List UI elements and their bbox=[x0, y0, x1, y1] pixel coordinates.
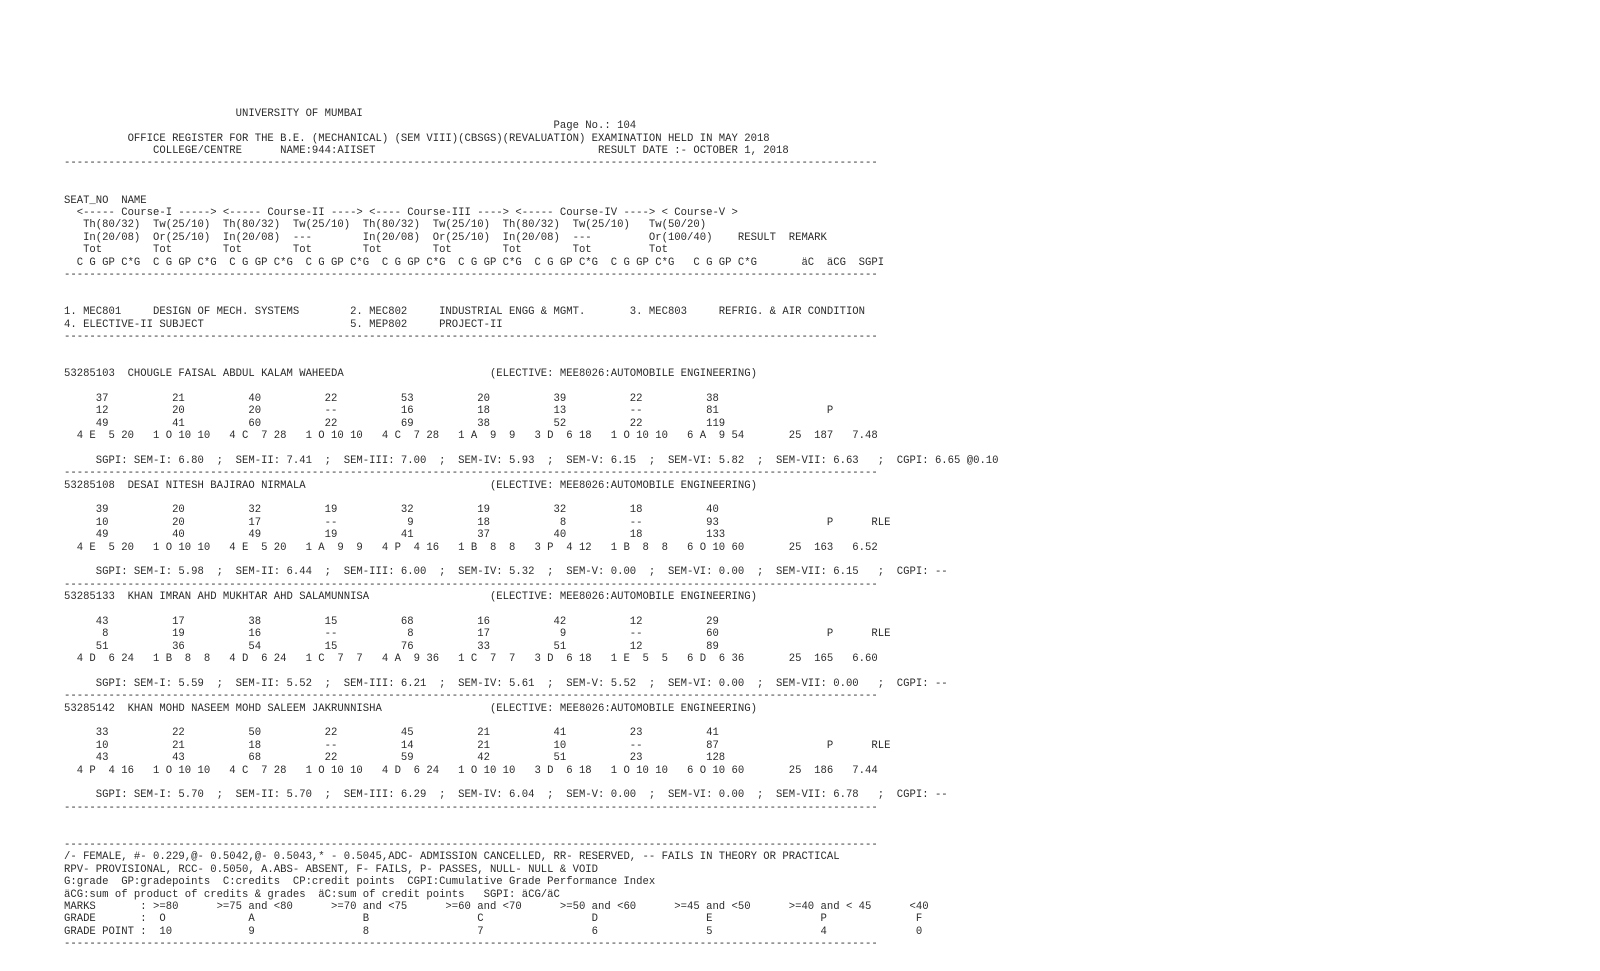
legend-line: RPV- PROVISIONAL, RCC- 0.5050, A.ABS- ABSENT, F- FAILS, P- PASSES, NULL- NULL & VOID bbox=[64, 863, 599, 876]
register-header bbox=[64, 108, 1064, 170]
student-record-line: -------------------------------------------------------------------------------------------------------------------------------- bbox=[64, 690, 878, 703]
student-record-line: 53285133 KHAN IMRAN AHD MUKHTAR AHD SALAMUNNISA (ELECTIVE: MEE8026:AUTOMOBILE ENGINEERING) bbox=[64, 591, 757, 604]
student-record bbox=[64, 480, 1064, 592]
student-record-line: 53285108 DESAI NITESH BAJIRAO NIRMALA (ELECTIVE: MEE8026:AUTOMOBILE ENGINEERING) bbox=[64, 479, 757, 492]
student-record-line: 8 19 16 -- 8 17 9 -- 60 P RLE bbox=[64, 628, 891, 641]
legend-line: G:grade GP:gradepoints C:credits CP:credit points CGPI:Cumulative Grade Performance Index bbox=[64, 876, 656, 889]
student-record bbox=[64, 591, 1064, 703]
column-header-line: Th(80/32) Tw(25/10) Th(80/32) Tw(25/10) Th(80/32) Tw(25/10) Th(80/32) Tw(25/10) Tw(50/20) bbox=[64, 219, 707, 232]
student-record-line bbox=[64, 381, 1064, 393]
header-line: Page No.: 104 bbox=[64, 120, 637, 133]
student-record bbox=[64, 703, 1064, 815]
student-record-line: 53285142 KHAN MOHD NASEEM MOHD SALEEM JAKRUNNISHA (ELECTIVE: MEE8026:AUTOMOBILE ENGINEERING) bbox=[64, 702, 757, 715]
column-header-line: -------------------------------------------------------------------------------------------------------------------------------- bbox=[64, 268, 878, 281]
student-record-line: 43 17 38 15 68 16 42 12 29 bbox=[64, 615, 719, 628]
student-record-line bbox=[64, 442, 1064, 454]
student-record-line: 33 22 50 22 45 21 41 23 41 bbox=[64, 727, 719, 740]
student-record-line bbox=[64, 665, 1064, 677]
legend-line: MARKS : >=80 >=75 and <80 >=70 and <75 >=60 and <70 >=50 and <60 >=45 and <50 >=40 and < 45 <40 bbox=[64, 900, 929, 913]
student-records bbox=[64, 368, 1064, 814]
student-record bbox=[64, 368, 1064, 480]
course-line: -------------------------------------------------------------------------------------------------------------------------------- bbox=[64, 330, 878, 343]
column-header-line: C G GP C*G C G GP C*G C G GP C*G C G GP C*G C G GP C*G C G GP C*G C G GP C*G C G GP C*G C G GP C*G äC äCG SGPI bbox=[64, 256, 885, 269]
student-record-line bbox=[64, 604, 1064, 616]
student-record-line: 4 D 6 24 1 B 8 8 4 D 6 24 1 C 7 7 4 A 9 36 1 C 7 7 3 D 6 18 1 E 5 5 6 D 6 36 25 165 6.60 bbox=[64, 653, 878, 666]
legend-line: äCG:sum of product of credits & grades äC:sum of credit points SGPI: äCG/äC bbox=[64, 888, 560, 901]
legend-line: /- FEMALE, #- 0.229,@- 0.5042,@- 0.5043,* - 0.5045,ADC- ADMISSION CANCELLED, RR- RESERVED, -- FAILS IN THEORY OR PRACTICAL bbox=[64, 851, 840, 864]
student-record-line: 10 20 17 -- 9 18 8 -- 93 P RLE bbox=[64, 516, 891, 529]
student-record-line: 51 36 54 15 76 33 51 12 89 bbox=[64, 640, 719, 653]
course-line: 4. ELECTIVE-II SUBJECT 5. MEP802 PROJECT-II bbox=[64, 318, 503, 331]
legend-line: GRADE : O A B C D E P F bbox=[64, 913, 923, 926]
column-header-line: SEAT_NO NAME bbox=[64, 194, 147, 207]
column-header-line: In(20/08) Or(25/10) In(20/08) --- In(20/08) Or(25/10) In(20/08) --- Or(100/40) RESULT REMARK bbox=[64, 231, 827, 244]
header-line: UNIVERSITY OF MUMBAI bbox=[64, 107, 363, 120]
student-record-line: SGPI: SEM-I: 6.80 ; SEM-II: 7.41 ; SEM-III: 7.00 ; SEM-IV: 5.93 ; SEM-V: 6.15 ; SEM-VI: 5.82 ; SEM-VII: 6.63 ; CGPI: 6.65 @0.10 bbox=[64, 454, 999, 467]
header-line: COLLEGE/CENTRE NAME:944:AIISET RESULT DATE :- OCTOBER 1, 2018 bbox=[64, 144, 789, 157]
column-header-line: <----- Course-I -----> <----- Course-II ----> <---- Course-III ----> <----- Course-IV ----> < Course-V > bbox=[64, 206, 738, 219]
student-record-line: 4 E 5 20 1 O 10 10 4 E 5 20 1 A 9 9 4 P 4 16 1 B 8 8 3 P 4 12 1 B 8 8 6 O 10 60 25 163 6.52 bbox=[64, 541, 878, 554]
student-record-line bbox=[64, 554, 1064, 566]
office-register-document bbox=[64, 83, 1064, 963]
course-line: 1. MEC801 DESIGN OF MECH. SYSTEMS 2. MEC802 INDUSTRIAL ENGG & MGMT. 3. MEC803 REFRIG. & AIR CONDITION bbox=[64, 306, 866, 319]
student-record-line: 10 21 18 -- 14 21 10 -- 87 P RLE bbox=[64, 739, 891, 752]
column-header bbox=[64, 195, 1064, 282]
header-line: -------------------------------------------------------------------------------------------------------------------------------- bbox=[64, 157, 878, 170]
student-record-line bbox=[64, 715, 1064, 727]
grade-legend bbox=[64, 839, 1064, 951]
student-record-line: 4 P 4 16 1 O 10 10 4 C 7 28 1 O 10 10 4 D 6 24 1 O 10 10 3 D 6 18 1 O 10 10 6 O 10 60 25 186 7.44 bbox=[64, 764, 878, 777]
student-record-line: SGPI: SEM-I: 5.70 ; SEM-II: 5.70 ; SEM-III: 6.29 ; SEM-IV: 6.04 ; SEM-V: 0.00 ; SEM-VI: 0.00 ; SEM-VII: 6.78 ; CGPI: -- bbox=[64, 789, 948, 802]
column-header-line: Tot Tot Tot Tot Tot Tot Tot Tot Tot bbox=[64, 244, 668, 257]
student-record-line: 53285103 CHOUGLE FAISAL ABDUL KALAM WAHEEDA (ELECTIVE: MEE8026:AUTOMOBILE ENGINEERING) bbox=[64, 368, 757, 381]
student-record-line: 4 E 5 20 1 O 10 10 4 C 7 28 1 O 10 10 4 C 7 28 1 A 9 9 3 D 6 18 1 O 10 10 6 A 9 54 25 187 7.48 bbox=[64, 430, 878, 443]
student-record-line bbox=[64, 492, 1064, 504]
legend-line: -------------------------------------------------------------------------------------------------------------------------------- bbox=[64, 838, 878, 851]
course-list bbox=[64, 306, 1064, 343]
student-record-line bbox=[64, 777, 1064, 789]
legend-line: -------------------------------------------------------------------------------------------------------------------------------- bbox=[64, 938, 878, 951]
student-record-line: 49 41 60 22 69 38 52 22 119 bbox=[64, 417, 726, 430]
header-line: OFFICE REGISTER FOR THE B.E. (MECHANICAL) (SEM VIII)(CBSGS)(REVALUATION) EXAMINATION HELD IN MAY 2018 bbox=[64, 132, 770, 145]
student-record-line: SGPI: SEM-I: 5.98 ; SEM-II: 6.44 ; SEM-III: 6.00 ; SEM-IV: 5.32 ; SEM-V: 0.00 ; SEM-VI: 0.00 ; SEM-VII: 6.15 ; CGPI: -- bbox=[64, 566, 948, 579]
legend-line: GRADE POINT : 10 9 8 7 6 5 4 0 bbox=[64, 925, 923, 938]
student-record-line: -------------------------------------------------------------------------------------------------------------------------------- bbox=[64, 801, 878, 814]
student-record-line: 12 20 20 -- 16 18 13 -- 81 P bbox=[64, 405, 834, 418]
student-record-line: 37 21 40 22 53 20 39 22 38 bbox=[64, 392, 719, 405]
student-record-line: SGPI: SEM-I: 5.59 ; SEM-II: 5.52 ; SEM-III: 6.21 ; SEM-IV: 5.61 ; SEM-V: 5.52 ; SEM-VI: 0.00 ; SEM-VII: 0.00 ; CGPI: -- bbox=[64, 677, 948, 690]
student-record-line: 39 20 32 19 32 19 32 18 40 bbox=[64, 504, 719, 517]
student-record-line: 43 43 68 22 59 42 51 23 128 bbox=[64, 752, 726, 765]
student-record-line: -------------------------------------------------------------------------------------------------------------------------------- bbox=[64, 578, 878, 591]
student-record-line: -------------------------------------------------------------------------------------------------------------------------------- bbox=[64, 467, 878, 480]
student-record-line: 49 40 49 19 41 37 40 18 133 bbox=[64, 529, 726, 542]
